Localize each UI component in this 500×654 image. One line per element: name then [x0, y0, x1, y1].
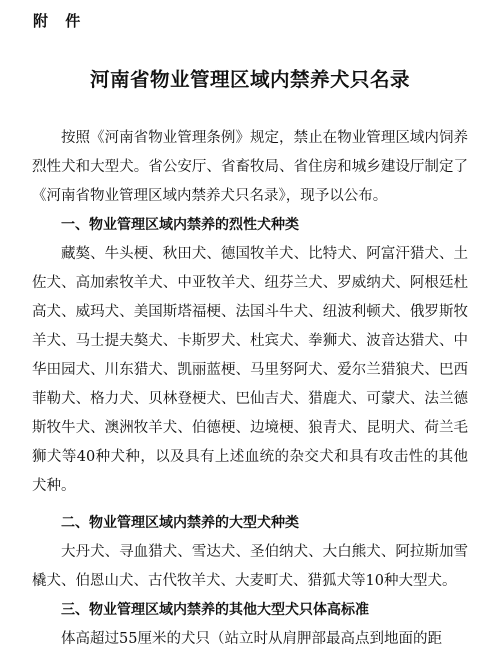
section-body-aggressive-breeds: 藏獒、牛头梗、秋田犬、德国牧羊犬、比特犬、阿富汗猎犬、土佐犬、高加索牧羊犬、中亚牧羊犬、纽芬兰犬、罗威纳犬、阿根廷杜高犬、威玛犬、美国斯塔福梗、法国斗牛犬、纽波利顿犬、俄罗斯牧羊犬、马士提夫獒犬、卡斯罗犬、杜宾犬、拳狮犬、波音达猎犬、中华田园犬、川东猎犬、凯丽蓝梗、马里努阿犬、爱尔兰猎狼犬、巴西菲勒犬、格力犬、贝林登梗犬、巴仙吉犬、猎鹿犬、可蒙犬、法兰德斯牧牛犬、澳洲牧羊犬、伯德梗、边境梗、狼青犬、昆明犬、荷兰毛狮犬等40种犬种，以及具有上述血统的杂交犬和具有攻击性的其他犬种。 — [32, 246, 468, 494]
section-heading-aggressive-breeds: 一、物业管理区域内禁养的烈性犬种类 — [61, 217, 299, 233]
section-body-height-standard: 体高超过55厘米的犬只（站立时从肩胛部最高点到地面的距 — [61, 631, 442, 647]
section-heading-large-breeds: 二、物业管理区域内禁养的大型犬种类 — [61, 515, 299, 531]
intro-paragraph: 按照《河南省物业管理条例》规定，禁止在物业管理区域内饲养烈性犬和大型犬。省公安厅、省畜牧局、省住房和城乡建设厅制定了《河南省物业管理区域内禁养犬只名录》，现予以公布。 — [32, 130, 468, 204]
attachment-label: 附 件 — [33, 12, 87, 30]
document-title: 河南省物业管理区域内禁养犬只名录 — [89, 68, 410, 91]
section-body-large-breeds: 大丹犬、寻血猎犬、雪达犬、圣伯纳犬、大白熊犬、阿拉斯加雪橇犬、伯恩山犬、古代牧羊犬、大麦町犬、猎狐犬等10种大型犬。 — [32, 544, 468, 589]
section-heading-height-standard: 三、物业管理区域内禁养的其他大型犬只体高标准 — [61, 602, 369, 618]
